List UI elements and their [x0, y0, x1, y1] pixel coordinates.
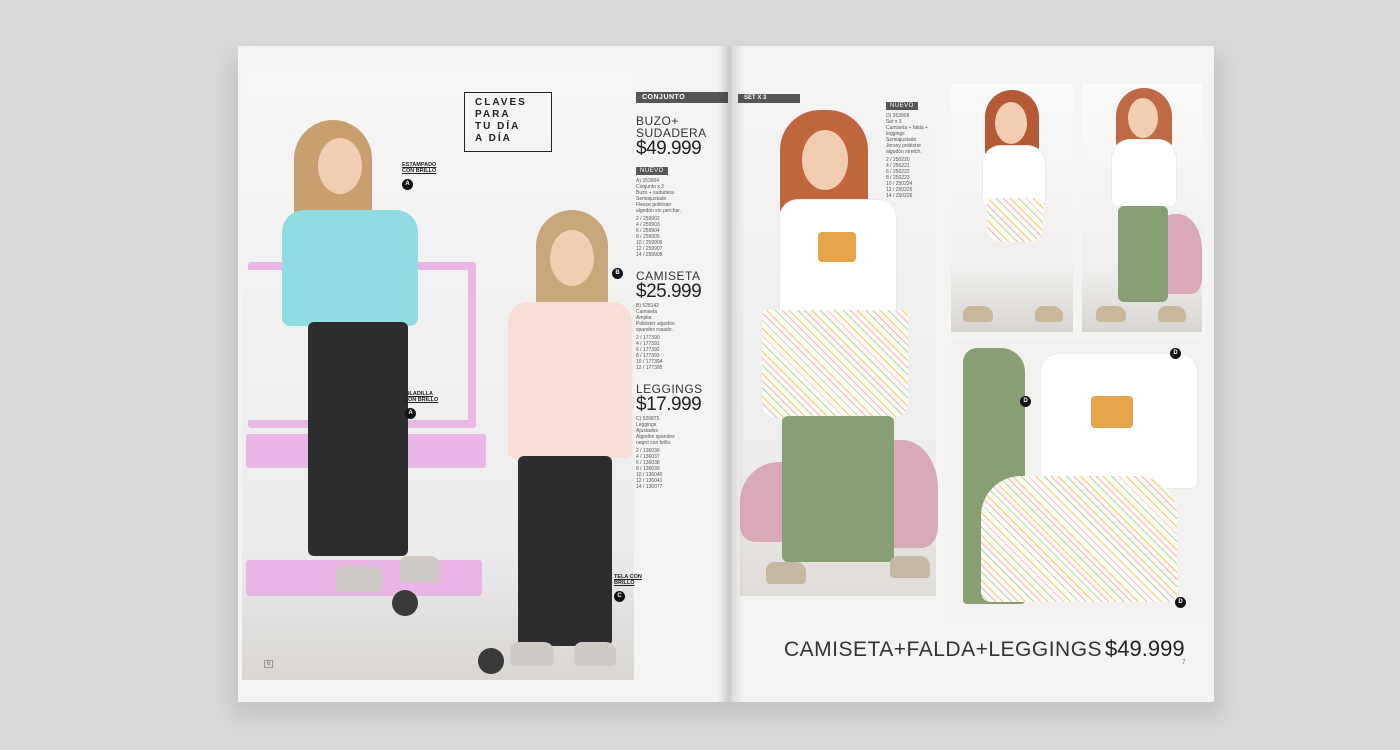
- set-name: CAMISETA+FALDA+LEGGINGS: [784, 638, 1103, 661]
- size-code: 12 / 177395: [636, 365, 663, 371]
- right-photo-top-1: [951, 84, 1073, 332]
- headline-line: PARA: [475, 109, 511, 120]
- girl-shirt: [983, 146, 1045, 206]
- product-codes: [636, 335, 728, 371]
- product-price: $25.999: [636, 281, 702, 302]
- page-number-right: 7: [1182, 660, 1186, 666]
- girl-leggings: [1118, 206, 1168, 302]
- desc-line: Algodón spandex: [636, 434, 675, 440]
- product-codes: [636, 448, 728, 490]
- girl-face: [1128, 98, 1158, 138]
- desc-line: algodón sin perchar.: [636, 208, 682, 214]
- girl-shoe: [1035, 306, 1063, 322]
- product-price: $49.999: [636, 138, 702, 159]
- product-description: [636, 303, 728, 333]
- size-code: 2 / 250220: [886, 157, 910, 163]
- girl-skirt: [987, 198, 1043, 242]
- camera-print: [818, 232, 856, 262]
- size-code: 12 / 136041: [636, 478, 663, 484]
- nuevo-badge: NUEVO: [636, 167, 668, 175]
- headline-line: A DÍA: [475, 133, 512, 144]
- girl-d-face: [802, 130, 848, 190]
- tag-tela: TELA CON BRILLO: [614, 574, 642, 586]
- size-code: 12 / 259907: [636, 246, 663, 252]
- girl-d-leggings: [782, 416, 894, 562]
- girl-a-shoe: [400, 556, 440, 582]
- page-number-left: 6: [264, 660, 273, 668]
- girl-a-shoe: [336, 566, 382, 592]
- headline-line: TU DÍA: [475, 121, 521, 132]
- girl-a-shirt: [282, 210, 418, 326]
- badge-d: D: [1175, 597, 1186, 608]
- size-code: 2 / 259902: [636, 216, 660, 222]
- set-label: SET X 3: [738, 94, 800, 103]
- size-code: 4 / 177391: [636, 341, 660, 347]
- size-code: 10 / 136040: [636, 472, 663, 478]
- girl-b-leggings: [518, 456, 612, 646]
- set-price: $49.999: [1105, 636, 1185, 661]
- set-description: [886, 113, 946, 155]
- desc-line: algodón stretch.: [886, 149, 922, 155]
- desc-line: Camiseta + falda + leggings: [886, 125, 928, 137]
- product-c-block: [636, 383, 728, 490]
- product-b-block: [636, 270, 728, 371]
- product-codes: [636, 216, 728, 258]
- girl-shirt: [1112, 140, 1176, 206]
- desc-line: Amplia: [636, 315, 652, 321]
- girl-a-pants: [308, 322, 408, 556]
- desc-line: Buzo + sudadera: [636, 190, 674, 196]
- size-code: 10 / 250224: [886, 181, 913, 187]
- size-code: 14 / 250226: [886, 193, 913, 199]
- size-code: 12 / 250225: [886, 187, 913, 193]
- flatlay-camera-print: [1091, 396, 1133, 428]
- product-a-block: [636, 115, 728, 258]
- product-name: LEGGINGS: [636, 382, 703, 396]
- desc-line: spandex rosado.: [636, 327, 673, 333]
- size-code: 14 / 259908: [636, 252, 663, 258]
- catalog-spine: [718, 46, 744, 702]
- catalog-left-page: [238, 46, 730, 702]
- desc-line: Leggings: [636, 422, 657, 428]
- size-code: 4 / 259903: [636, 222, 660, 228]
- girl-d-shoe: [766, 562, 806, 584]
- claves-headline-box: [464, 92, 552, 152]
- size-code: 6 / 250222: [886, 169, 910, 175]
- desc-line: Camiseta: [636, 309, 658, 315]
- desc-line: Fleece poliéster: [636, 202, 672, 208]
- set-codes: [886, 157, 946, 199]
- girl-shoe: [1158, 306, 1186, 322]
- size-code: 6 / 177392: [636, 347, 660, 353]
- right-photo-top-2: [1082, 84, 1202, 332]
- badge-a: A: [405, 408, 416, 419]
- badge-a: A: [402, 179, 413, 190]
- headline-line: CLAVES: [475, 97, 527, 108]
- desc-line: A) 353904: [636, 178, 660, 184]
- product-name: CAMISETA: [636, 269, 701, 283]
- girl-b-shoe: [510, 642, 554, 666]
- girl-d-skirt: [762, 310, 908, 418]
- girl-b-shirt: [508, 302, 632, 458]
- size-code: 8 / 259905: [636, 234, 660, 240]
- badge-d: D: [1020, 396, 1031, 407]
- girl-shoe: [1096, 306, 1126, 322]
- girl-shoe: [963, 306, 993, 322]
- product-price: $17.999: [636, 394, 702, 415]
- girl-b-face: [550, 230, 594, 286]
- nuevo-badge: NUEVO: [886, 102, 918, 110]
- catalog-right-page: [730, 46, 1214, 702]
- girl-b-shoe: [574, 642, 616, 666]
- desc-line: Set x 3: [886, 119, 902, 125]
- size-code: 2 / 136036: [636, 448, 660, 454]
- product-name: BUZO+ SUDADERA: [636, 114, 707, 140]
- size-code: 10 / 177394: [636, 359, 663, 365]
- rack-wheel: [392, 590, 418, 616]
- tag-estampado: ESTAMPADO CON BRILLO: [402, 162, 437, 174]
- size-code: 14 / 136077: [636, 484, 663, 490]
- desc-line: Poliéster algodón: [636, 321, 675, 327]
- size-code: 10 / 259906: [636, 240, 663, 246]
- size-code: 8 / 136039: [636, 466, 660, 472]
- desc-line: Ajustados: [636, 428, 658, 434]
- size-code: 2 / 177390: [636, 335, 660, 341]
- set-text-column: [886, 94, 946, 199]
- size-code: 6 / 136038: [636, 460, 660, 466]
- girl-face: [995, 102, 1027, 144]
- desc-line: Jersey poliéster: [886, 143, 922, 149]
- size-code: 4 / 136037: [636, 454, 660, 460]
- product-description: [636, 416, 728, 446]
- size-code: 8 / 250223: [886, 175, 910, 181]
- girl-a-face: [318, 138, 362, 194]
- desc-line: D) 353908: [886, 113, 910, 119]
- product-text-column: [636, 92, 728, 490]
- rack-wheel: [478, 648, 504, 674]
- desc-line: Conjunto x 2: [636, 184, 665, 190]
- desc-line: B) 528142: [636, 303, 660, 309]
- badge-b: B: [612, 268, 623, 279]
- desc-line: Semiajustado: [886, 137, 917, 143]
- badge-d: D: [1170, 348, 1181, 359]
- desc-line: Semiajustado: [636, 196, 667, 202]
- flatlay-skirt: [981, 476, 1177, 602]
- set-price-line: [784, 636, 1185, 662]
- badge-c: C: [614, 591, 625, 602]
- product-description: [636, 178, 728, 214]
- girl-d-shoe: [890, 556, 930, 578]
- desc-line: C) 526875: [636, 416, 660, 422]
- size-code: 4 / 250221: [886, 163, 910, 169]
- desc-line: negro con brillo.: [636, 440, 672, 446]
- tag-hiladilla: HILADILLA CON BRILLO: [404, 391, 439, 403]
- right-flatlay-photo: [951, 340, 1202, 624]
- size-code: 8 / 177393: [636, 353, 660, 359]
- size-code: 6 / 259904: [636, 228, 660, 234]
- section-label-conjunto: CONJUNTO: [636, 92, 728, 103]
